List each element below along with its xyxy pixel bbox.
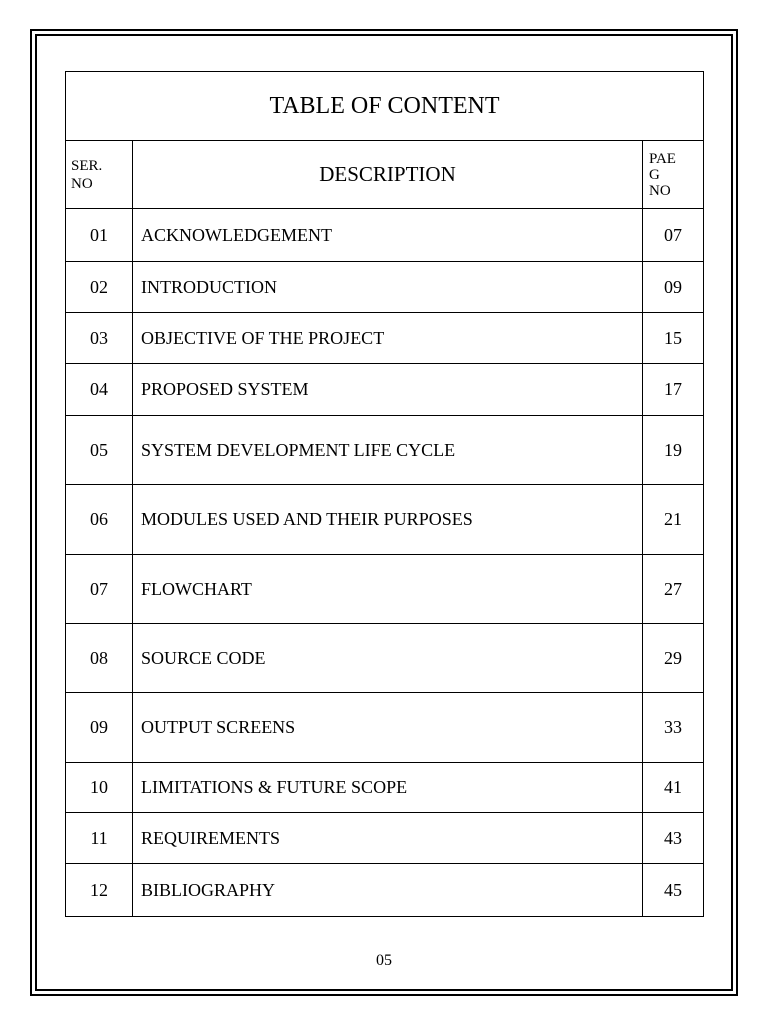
row-description: OBJECTIVE OF THE PROJECT: [133, 313, 643, 364]
table-row: [66, 209, 704, 262]
table-row: [66, 864, 704, 917]
row-page: 15: [643, 313, 704, 364]
row-description: BIBLIOGRAPHY: [133, 864, 643, 917]
table-row: [66, 262, 704, 313]
row-page: 19: [643, 416, 704, 485]
table-of-contents: [65, 71, 704, 917]
row-description: SOURCE CODE: [133, 624, 643, 693]
table-row: [66, 555, 704, 624]
row-ser: 05: [66, 416, 133, 485]
toc-title: TABLE OF CONTENT: [66, 72, 704, 141]
header-page-no: PAE G NO: [643, 141, 704, 209]
row-ser: 03: [66, 313, 133, 364]
row-page: 43: [643, 813, 704, 864]
row-page: 27: [643, 555, 704, 624]
row-ser: 02: [66, 262, 133, 313]
row-description: REQUIREMENTS: [133, 813, 643, 864]
table-row: [66, 813, 704, 864]
row-description: MODULES USED AND THEIR PURPOSES: [133, 485, 643, 555]
row-ser: 01: [66, 209, 133, 262]
row-description: INTRODUCTION: [133, 262, 643, 313]
row-ser: 10: [66, 763, 133, 813]
row-ser: 07: [66, 555, 133, 624]
table-row: [66, 763, 704, 813]
row-description: LIMITATIONS & FUTURE SCOPE: [133, 763, 643, 813]
row-description: SYSTEM DEVELOPMENT LIFE CYCLE: [133, 416, 643, 485]
row-description: ACKNOWLEDGEMENT: [133, 209, 643, 262]
table-row: [66, 693, 704, 763]
row-description: PROPOSED SYSTEM: [133, 364, 643, 416]
row-page: 21: [643, 485, 704, 555]
row-ser: 12: [66, 864, 133, 917]
row-ser: 06: [66, 485, 133, 555]
table-row: [66, 624, 704, 693]
row-page: 09: [643, 262, 704, 313]
table-row: [66, 416, 704, 485]
row-page: 33: [643, 693, 704, 763]
page-number: 05: [376, 952, 392, 969]
header-ser-no: SER. NO: [66, 141, 133, 209]
table-row: [66, 364, 704, 416]
header-description: DESCRIPTION: [133, 141, 643, 209]
table-row: [66, 485, 704, 555]
row-page: 17: [643, 364, 704, 416]
row-page: 41: [643, 763, 704, 813]
row-page: 29: [643, 624, 704, 693]
row-ser: 04: [66, 364, 133, 416]
row-ser: 08: [66, 624, 133, 693]
row-ser: 09: [66, 693, 133, 763]
row-page: 45: [643, 864, 704, 917]
row-page: 07: [643, 209, 704, 262]
row-ser: 11: [66, 813, 133, 864]
row-description: FLOWCHART: [133, 555, 643, 624]
table-row: [66, 313, 704, 364]
row-description: OUTPUT SCREENS: [133, 693, 643, 763]
